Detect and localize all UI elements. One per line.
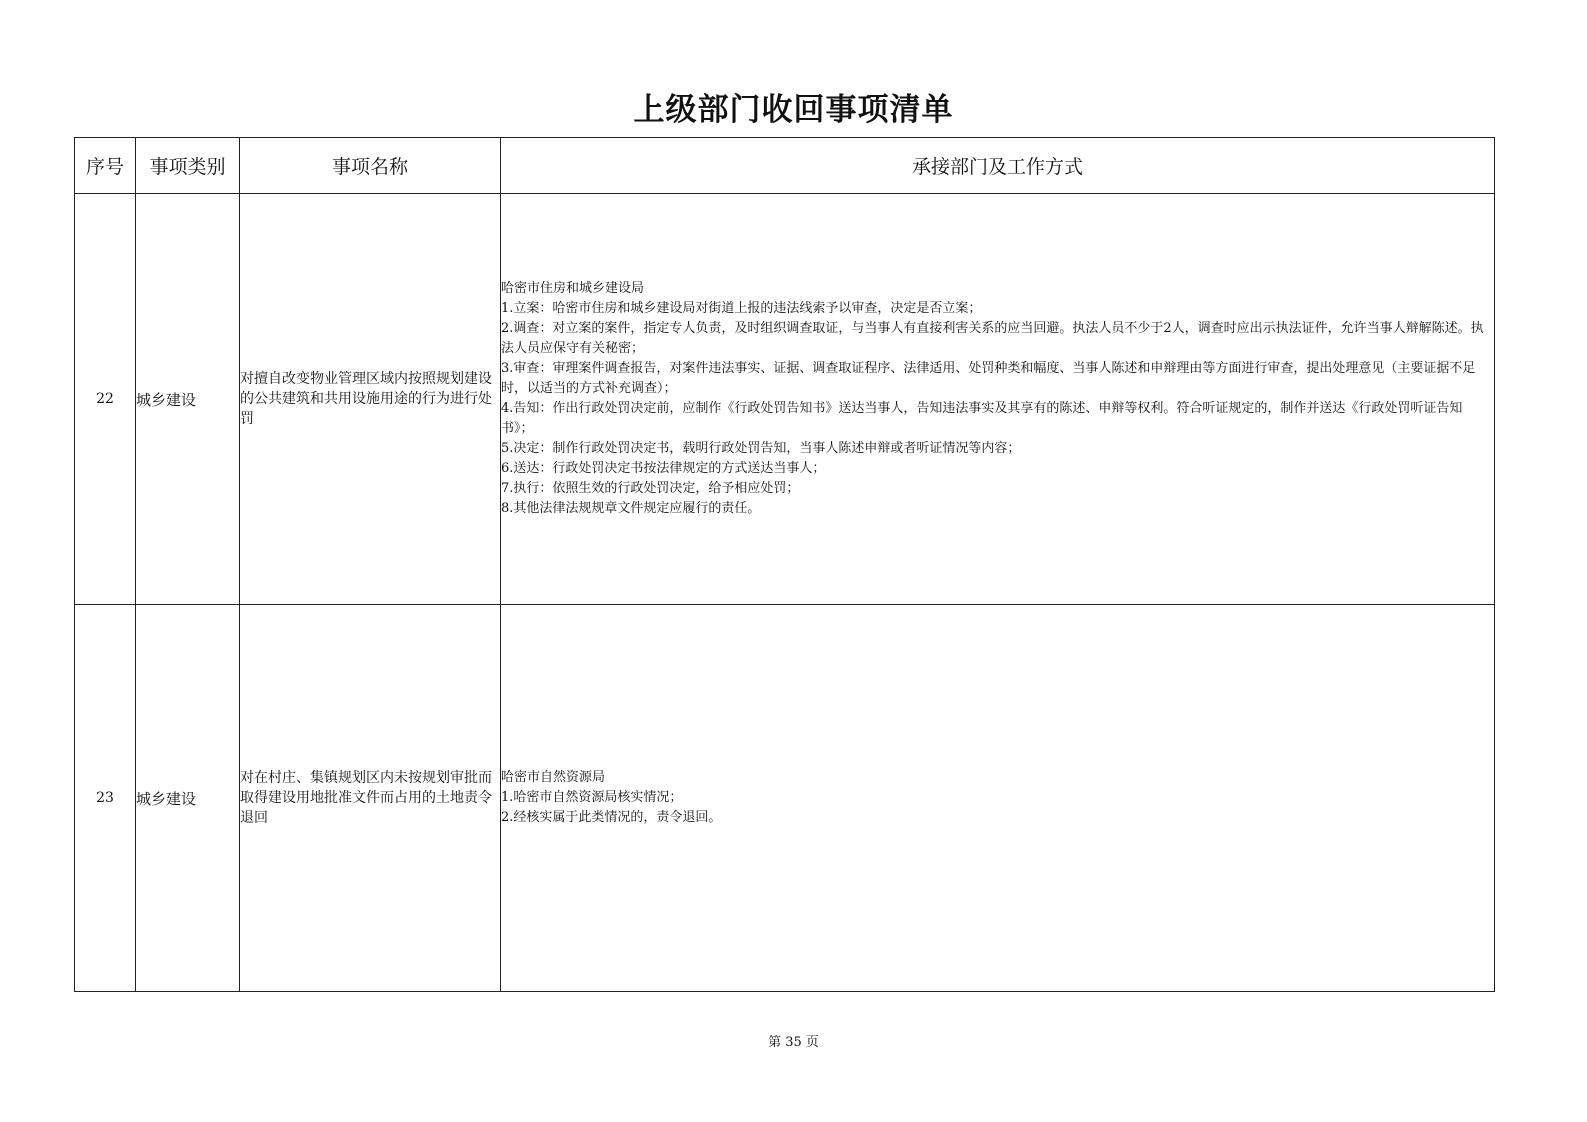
row-category: 城乡建设 bbox=[136, 194, 240, 605]
table-header-row bbox=[75, 138, 1495, 194]
row-name: 对在村庄、集镇规划区内未按规划审批而取得建设用地批准文件而占用的土地责令退回 bbox=[240, 605, 501, 992]
row-dept bbox=[501, 194, 1495, 605]
header-category: 事项类别 bbox=[136, 138, 240, 194]
dept-line: 哈密市住房和城乡建设局 bbox=[501, 281, 645, 296]
dept-line: 7.执行：依照生效的行政处罚决定，给予相应处罚； bbox=[501, 481, 800, 496]
dept-line: 3.审查：审理案件调查报告，对案件违法事实、证据、调查取证程序、法律适用、处罚种类和幅度、当事人陈述和申辩理由等方面进行审查，提出处理意见（主要证据不足时，以适当的方式补充调查）； bbox=[501, 361, 1476, 396]
dept-line: 4.告知：作出行政处罚决定前，应制作《行政处罚告知书》送达当事人，告知违法事实及其享有的陈述、申辩等权利。符合听证规定的，制作并送达《行政处罚听证告知书》； bbox=[501, 401, 1463, 436]
dept-line: 1.哈密市自然资源局核实情况； bbox=[501, 790, 683, 805]
table-row bbox=[75, 194, 1495, 605]
dept-line: 6.送达：行政处罚决定书按法律规定的方式送达当事人； bbox=[501, 461, 826, 476]
header-name: 事项名称 bbox=[240, 138, 501, 194]
items-table bbox=[74, 137, 1495, 992]
dept-line: 哈密市自然资源局 bbox=[501, 770, 606, 785]
row-no: 22 bbox=[75, 194, 136, 605]
header-no: 序号 bbox=[75, 138, 136, 194]
dept-line: 1.立案：哈密市住房和城乡建设局对街道上报的违法线索予以审查，决定是否立案； bbox=[501, 301, 982, 316]
row-dept bbox=[501, 605, 1495, 992]
dept-line: 8.其他法律法规规章文件规定应履行的责任。 bbox=[501, 501, 761, 516]
page-number: 第 35 页 bbox=[768, 1035, 819, 1050]
dept-line: 2.经核实属于此类情况的，责令退回。 bbox=[501, 810, 722, 825]
table-row bbox=[75, 605, 1495, 992]
page-title: 上级部门收回事项清单 bbox=[633, 92, 954, 128]
row-name: 对擅自改变物业管理区域内按照规划建设的公共建筑和共用设施用途的行为进行处罚 bbox=[240, 194, 501, 605]
row-category: 城乡建设 bbox=[136, 605, 240, 992]
dept-line: 2.调查：对立案的案件，指定专人负责，及时组织调查取证，与当事人有直接利害关系的应当回避。执法人员不少于2人，调查时应出示执法证件，允许当事人辩解陈述。执法人员应保守有关秘密； bbox=[501, 321, 1484, 356]
dept-line: 5.决定：制作行政处罚决定书，载明行政处罚告知，当事人陈述申辩或者听证情况等内容； bbox=[501, 441, 1021, 456]
row-no: 23 bbox=[75, 605, 136, 992]
header-dept: 承接部门及工作方式 bbox=[501, 138, 1495, 194]
